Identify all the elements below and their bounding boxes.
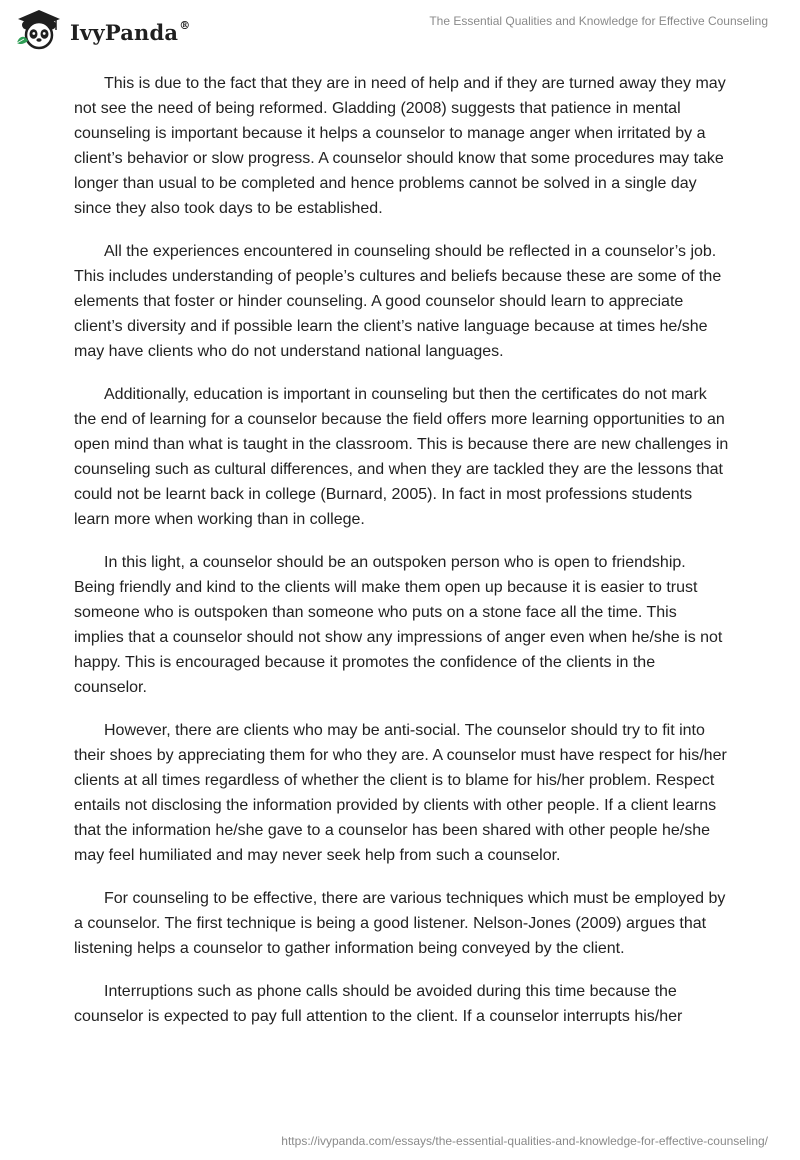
essay-body <box>74 71 730 1047</box>
paragraph: However, there are clients who may be anti-social. The counselor should try to fit into their shoes by appreciating them for who they are. A counselor must have respect for his/her clients at all times regardless of whether the client is to blame for his/her problem. Respect entails not disclosing the information provided by clients with other people. If a client learns that the information he/she gave to a counselor has been shared with other people he/she may feel humiliated and may never seek help from such a counselor. <box>74 722 727 864</box>
paragraph: This is due to the fact that they are in need of help and if they are turned away they may not see the need of being reformed. Gladding (2008) suggests that patience in mental counseling is important because it helps a counselor to manage anger when irritated by a client’s behavior or slow progress. A counselor should know that some procedures may take longer than usual to be completed and hence problems cannot be solved in a single day since they also took days to be established. <box>74 75 726 217</box>
source-url-link[interactable]: https://ivypanda.com/essays/the-essential-qualities-and-knowledge-for-effective-counseling/ <box>281 1134 768 1148</box>
paragraph: Additionally, education is important in counseling but then the certificates do not mark the end of learning for a counselor because the field offers more learning opportunities to an open mind than what is taught in the classroom. This is because there are new challenges in counseling such as cultural differences, and when they are tackled they are the lessons that could not be learnt back in college (Burnard, 2005). In fact in most professions students learn more when working than in college. <box>74 386 729 528</box>
paragraph: For counseling to be effective, there are various techniques which must be employed by a counselor. The first technique is being a good listener. Nelson-Jones (2009) argues that listening helps a counselor to gather information being conveyed by the client. <box>74 890 726 957</box>
panda-graduate-icon <box>14 8 64 52</box>
brand-logo[interactable] <box>14 8 190 52</box>
document-title: The Essential Qualities and Knowledge for Effective Counseling <box>429 14 768 28</box>
paragraph: All the experiences encountered in counseling should be reflected in a counselor’s job. This includes understanding of people’s cultures and beliefs because these are some of the elements that foster or hinder counseling. A good counselor should learn to appreciate client’s diversity and if possible learn the client’s native language because at times he/she may have clients who do not understand national languages. <box>74 243 722 360</box>
paragraph: Interruptions such as phone calls should be avoided during this time because the counselor is expected to pay full attention to the client. If a counselor interrupts his/her <box>74 983 683 1025</box>
paragraph: In this light, a counselor should be an outspoken person who is open to friendship. Being friendly and kind to the clients will make them open up because it is easier to trust someone who is outspoken than someone who puts on a stone face all the time. This implies that a counselor should not show any impressions of anger even when he/she is not happy. This is encouraged because it promotes the confidence of the clients in the counselor. <box>74 554 723 696</box>
page-header <box>0 0 800 60</box>
brand-name: IvyPanda® <box>70 18 191 45</box>
